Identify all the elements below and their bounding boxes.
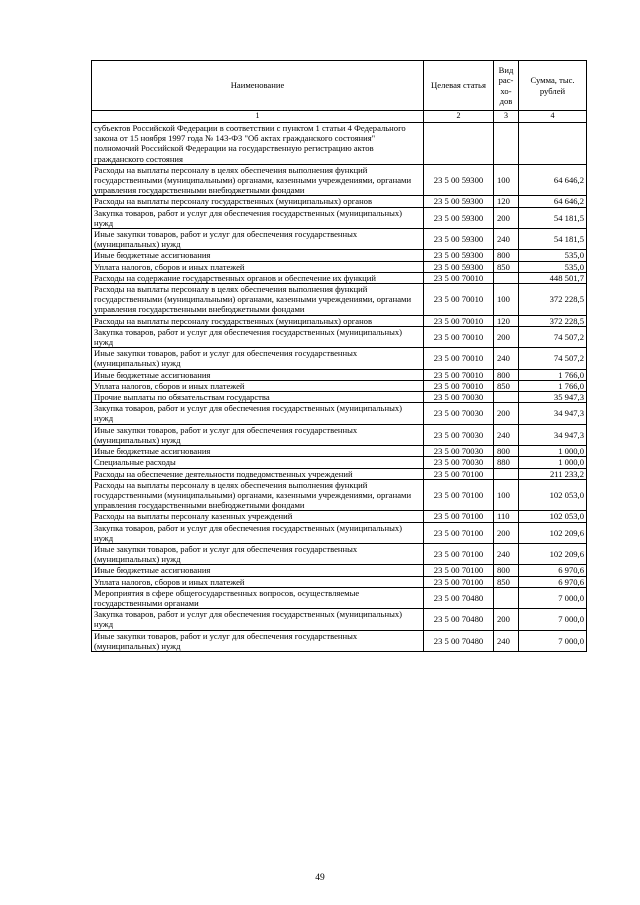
row-expense-type <box>494 272 519 283</box>
row-expense-type: 240 <box>494 543 519 564</box>
table-row <box>92 522 587 543</box>
row-amount: 535,0 <box>519 250 587 261</box>
row-target-code: 23 5 00 70100 <box>424 522 494 543</box>
row-amount: 1 766,0 <box>519 369 587 380</box>
row-expense-type: 100 <box>494 284 519 316</box>
row-name: Иные закупки товаров, работ и услуг для обеспечения государственных (муниципальных) нужд <box>92 630 424 651</box>
row-amount: 6 970,6 <box>519 565 587 576</box>
row-expense-type: 800 <box>494 369 519 380</box>
table-row <box>92 630 587 651</box>
row-amount: 7 000,0 <box>519 587 587 608</box>
row-target-code: 23 5 00 59300 <box>424 164 494 196</box>
row-amount: 64 646,2 <box>519 196 587 207</box>
row-amount: 372 228,5 <box>519 284 587 316</box>
table-row <box>92 392 587 403</box>
table-row <box>92 261 587 272</box>
row-name: Иные бюджетные ассигнования <box>92 565 424 576</box>
row-target-code: 23 5 00 70030 <box>424 424 494 445</box>
row-expense-type: 800 <box>494 446 519 457</box>
budget-table <box>91 60 587 652</box>
row-expense-type: 880 <box>494 457 519 468</box>
row-name: Прочие выплаты по обязательствам государства <box>92 392 424 403</box>
row-target-code: 23 5 00 70100 <box>424 565 494 576</box>
row-expense-type <box>494 123 519 165</box>
row-target-code: 23 5 00 70100 <box>424 576 494 587</box>
row-name: Расходы на содержание государственных органов и обеспечение их функций <box>92 272 424 283</box>
row-name: Уплата налогов, сборов и иных платежей <box>92 380 424 391</box>
row-amount: 7 000,0 <box>519 630 587 651</box>
row-target-code: 23 5 00 70100 <box>424 468 494 479</box>
row-amount: 74 507,2 <box>519 348 587 369</box>
table-row <box>92 587 587 608</box>
row-name: Иные закупки товаров, работ и услуг для обеспечения государственных (муниципальных) нужд <box>92 229 424 250</box>
row-target-code: 23 5 00 59300 <box>424 207 494 228</box>
table-row <box>92 164 587 196</box>
row-expense-type: 240 <box>494 229 519 250</box>
row-amount: 1 000,0 <box>519 446 587 457</box>
row-target-code: 23 5 00 59300 <box>424 250 494 261</box>
row-target-code: 23 5 00 59300 <box>424 196 494 207</box>
table-row <box>92 609 587 630</box>
row-name: Иные закупки товаров, работ и услуг для обеспечения государственных (муниципальных) нужд <box>92 348 424 369</box>
row-name: Уплата налогов, сборов и иных платежей <box>92 576 424 587</box>
row-expense-type <box>494 468 519 479</box>
row-target-code: 23 5 00 70010 <box>424 380 494 391</box>
row-expense-type: 200 <box>494 403 519 424</box>
row-name: Закупка товаров, работ и услуг для обеспечения государственных (муниципальных) нужд <box>92 326 424 347</box>
row-target-code: 23 5 00 70010 <box>424 348 494 369</box>
row-amount: 34 947,3 <box>519 403 587 424</box>
row-name: Закупка товаров, работ и услуг для обеспечения государственных (муниципальных) нужд <box>92 207 424 228</box>
table-row <box>92 380 587 391</box>
table-row <box>92 446 587 457</box>
row-name: Закупка товаров, работ и услуг для обеспечения государственных (муниципальных) нужд <box>92 403 424 424</box>
row-name: Специальные расходы <box>92 457 424 468</box>
table-row <box>92 196 587 207</box>
row-target-code: 23 5 00 70030 <box>424 392 494 403</box>
row-expense-type: 850 <box>494 380 519 391</box>
row-amount: 54 181,5 <box>519 229 587 250</box>
row-target-code: 23 5 00 70480 <box>424 609 494 630</box>
row-name: Иные закупки товаров, работ и услуг для обеспечения государственных (муниципальных) нужд <box>92 424 424 445</box>
column-number: 2 <box>424 111 494 123</box>
row-name: Закупка товаров, работ и услуг для обеспечения государственных (муниципальных) нужд <box>92 522 424 543</box>
table-row <box>92 326 587 347</box>
row-amount: 34 947,3 <box>519 424 587 445</box>
row-name: субъектов Российской Федерации в соответствии с пунктом 1 статьи 4 Федерального закона от 15 ноября 1997 года № 143-ФЗ "Об актах гражданского состояния" полномочий Российской Федерации на государственную регистрацию актов гражданского состояния <box>92 123 424 165</box>
row-amount: 74 507,2 <box>519 326 587 347</box>
row-name: Расходы на выплаты персоналу в целях обеспечения выполнения функций государственными (муниципальными) органами, казенными учреждениями, органами управления государственными внебюджетными фондами <box>92 164 424 196</box>
row-target-code: 23 5 00 70100 <box>424 479 494 511</box>
row-target-code: 23 5 00 70010 <box>424 284 494 316</box>
row-expense-type: 200 <box>494 609 519 630</box>
row-amount: 372 228,5 <box>519 315 587 326</box>
table-row <box>92 272 587 283</box>
table-row <box>92 511 587 522</box>
row-name: Иные бюджетные ассигнования <box>92 446 424 457</box>
page-number: 49 <box>315 873 325 883</box>
row-expense-type: 200 <box>494 326 519 347</box>
row-target-code: 23 5 00 59300 <box>424 261 494 272</box>
row-expense-type: 800 <box>494 565 519 576</box>
table-row <box>92 207 587 228</box>
row-expense-type: 800 <box>494 250 519 261</box>
row-name: Расходы на выплаты персоналу государственных (муниципальных) органов <box>92 196 424 207</box>
row-expense-type: 100 <box>494 479 519 511</box>
table-row <box>92 369 587 380</box>
table-row <box>92 403 587 424</box>
row-name: Расходы на выплаты персоналу государственных (муниципальных) органов <box>92 315 424 326</box>
row-expense-type <box>494 587 519 608</box>
row-amount: 7 000,0 <box>519 609 587 630</box>
row-amount: 102 209,6 <box>519 543 587 564</box>
row-name: Мероприятия в сфере общегосударственных вопросов, осуществляемые государственными органами <box>92 587 424 608</box>
row-expense-type: 100 <box>494 164 519 196</box>
table-row <box>92 424 587 445</box>
header-target: Целевая статья <box>424 61 494 111</box>
row-expense-type <box>494 392 519 403</box>
row-expense-type: 120 <box>494 315 519 326</box>
row-name: Расходы на выплаты персоналу казенных учреждений <box>92 511 424 522</box>
row-target-code: 23 5 00 70100 <box>424 543 494 564</box>
row-amount: 448 501,7 <box>519 272 587 283</box>
row-expense-type: 200 <box>494 207 519 228</box>
row-target-code <box>424 123 494 165</box>
row-name: Иные бюджетные ассигнования <box>92 250 424 261</box>
column-number: 1 <box>92 111 424 123</box>
row-name: Расходы на выплаты персоналу в целях обеспечения выполнения функций государственными (муниципальными) органами, казенными учреждениями, органами управления государственными внебюджетными фондами <box>92 284 424 316</box>
table-row <box>92 565 587 576</box>
row-expense-type: 240 <box>494 424 519 445</box>
row-target-code: 23 5 00 70030 <box>424 403 494 424</box>
row-expense-type: 850 <box>494 576 519 587</box>
row-target-code: 23 5 00 70010 <box>424 326 494 347</box>
row-name: Закупка товаров, работ и услуг для обеспечения государственных (муниципальных) нужд <box>92 609 424 630</box>
row-name: Расходы на выплаты персоналу в целях обеспечения выполнения функций государственными (муниципальными) органами, казенными учреждениями, органами управления государственными внебюджетными фондами <box>92 479 424 511</box>
row-amount: 102 209,6 <box>519 522 587 543</box>
row-amount: 211 233,2 <box>519 468 587 479</box>
row-name: Расходы на обеспечение деятельности подведомственных учреждений <box>92 468 424 479</box>
row-amount: 535,0 <box>519 261 587 272</box>
row-amount: 54 181,5 <box>519 207 587 228</box>
table-row <box>92 250 587 261</box>
table-row <box>92 123 587 165</box>
row-expense-type: 240 <box>494 348 519 369</box>
column-number: 4 <box>519 111 587 123</box>
header-sum: Сумма, тыс. рублей <box>519 61 587 111</box>
row-name: Иные бюджетные ассигнования <box>92 369 424 380</box>
row-target-code: 23 5 00 70100 <box>424 511 494 522</box>
row-target-code: 23 5 00 70480 <box>424 587 494 608</box>
row-expense-type: 110 <box>494 511 519 522</box>
row-amount: 64 646,2 <box>519 164 587 196</box>
row-target-code: 23 5 00 59300 <box>424 229 494 250</box>
table-row <box>92 468 587 479</box>
table-row <box>92 543 587 564</box>
table-row <box>92 457 587 468</box>
row-target-code: 23 5 00 70010 <box>424 272 494 283</box>
row-target-code: 23 5 00 70030 <box>424 446 494 457</box>
table-row <box>92 479 587 511</box>
row-name: Уплата налогов, сборов и иных платежей <box>92 261 424 272</box>
column-number: 3 <box>494 111 519 123</box>
row-amount: 102 053,0 <box>519 479 587 511</box>
row-expense-type: 850 <box>494 261 519 272</box>
column-number-row <box>92 111 587 123</box>
row-name: Иные закупки товаров, работ и услуг для обеспечения государственных (муниципальных) нужд <box>92 543 424 564</box>
row-amount: 35 947,3 <box>519 392 587 403</box>
header-name: Наименование <box>92 61 424 111</box>
table-row <box>92 284 587 316</box>
row-amount: 6 970,6 <box>519 576 587 587</box>
row-target-code: 23 5 00 70480 <box>424 630 494 651</box>
table-row <box>92 348 587 369</box>
row-target-code: 23 5 00 70010 <box>424 369 494 380</box>
row-amount: 102 053,0 <box>519 511 587 522</box>
row-target-code: 23 5 00 70030 <box>424 457 494 468</box>
row-expense-type: 200 <box>494 522 519 543</box>
row-amount: 1 000,0 <box>519 457 587 468</box>
header-row <box>92 61 587 111</box>
table-row <box>92 576 587 587</box>
table-row <box>92 229 587 250</box>
table-row <box>92 315 587 326</box>
header-vid: Вид рас-хо-дов <box>494 61 519 111</box>
row-target-code: 23 5 00 70010 <box>424 315 494 326</box>
row-expense-type: 120 <box>494 196 519 207</box>
row-expense-type: 240 <box>494 630 519 651</box>
row-amount: 1 766,0 <box>519 380 587 391</box>
row-amount <box>519 123 587 165</box>
